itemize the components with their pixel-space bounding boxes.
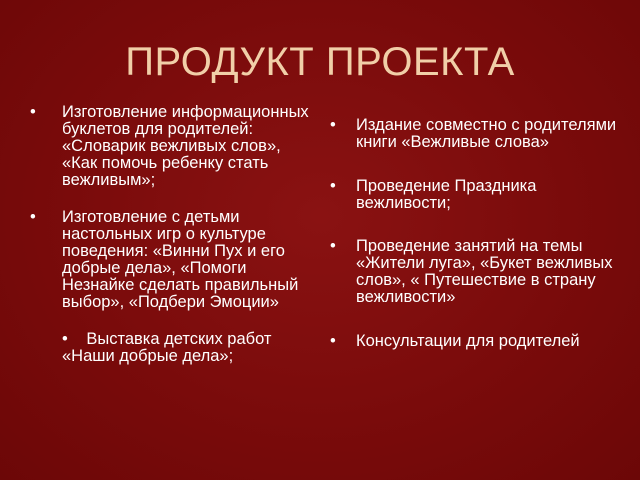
bullet-icon: • bbox=[330, 237, 336, 255]
list-item-text: Издание совместно с родителями книги «Вежливые слова» bbox=[356, 116, 617, 151]
list-item bbox=[30, 331, 320, 365]
list-item-text: Выставка детских работ «Наши добрые дела»; bbox=[62, 330, 272, 365]
list-item bbox=[330, 333, 620, 350]
left-column bbox=[30, 104, 320, 365]
list-item-text: Консультации для родителей bbox=[356, 332, 580, 350]
bullet-icon: • bbox=[330, 177, 336, 195]
list-item bbox=[330, 178, 620, 212]
list-item bbox=[330, 238, 620, 306]
right-column bbox=[330, 117, 620, 350]
bullet-icon: • bbox=[330, 116, 336, 134]
list-item-text: Проведение Праздника вежливости; bbox=[356, 177, 537, 212]
bullet-icon: • bbox=[62, 330, 68, 348]
slide-title: ПРОДУКТ ПРОЕКТА bbox=[125, 40, 515, 84]
bullet-icon: • bbox=[30, 103, 36, 121]
list-item bbox=[30, 104, 320, 189]
list-item-text: Проведение занятий на темы «Жители луга», «Букет вежливых слов», « Путешествие в страну вежливости» bbox=[356, 237, 613, 306]
bullet-icon: • bbox=[330, 332, 336, 350]
list-item bbox=[30, 209, 320, 311]
list-item bbox=[330, 117, 620, 151]
bullet-icon: • bbox=[30, 208, 36, 226]
list-item-text: Изготовление информационных буклетов для родителей: «Словарик вежливых слов», «Как помочь ребенку стать вежливым»; bbox=[62, 103, 309, 189]
list-item-text: Изготовление с детьми настольных игр о культуре поведения: «Винни Пух и его добрые дела», «Помоги Незнайке сделать правильный выбор», «Подбери Эмоции» bbox=[62, 208, 299, 311]
